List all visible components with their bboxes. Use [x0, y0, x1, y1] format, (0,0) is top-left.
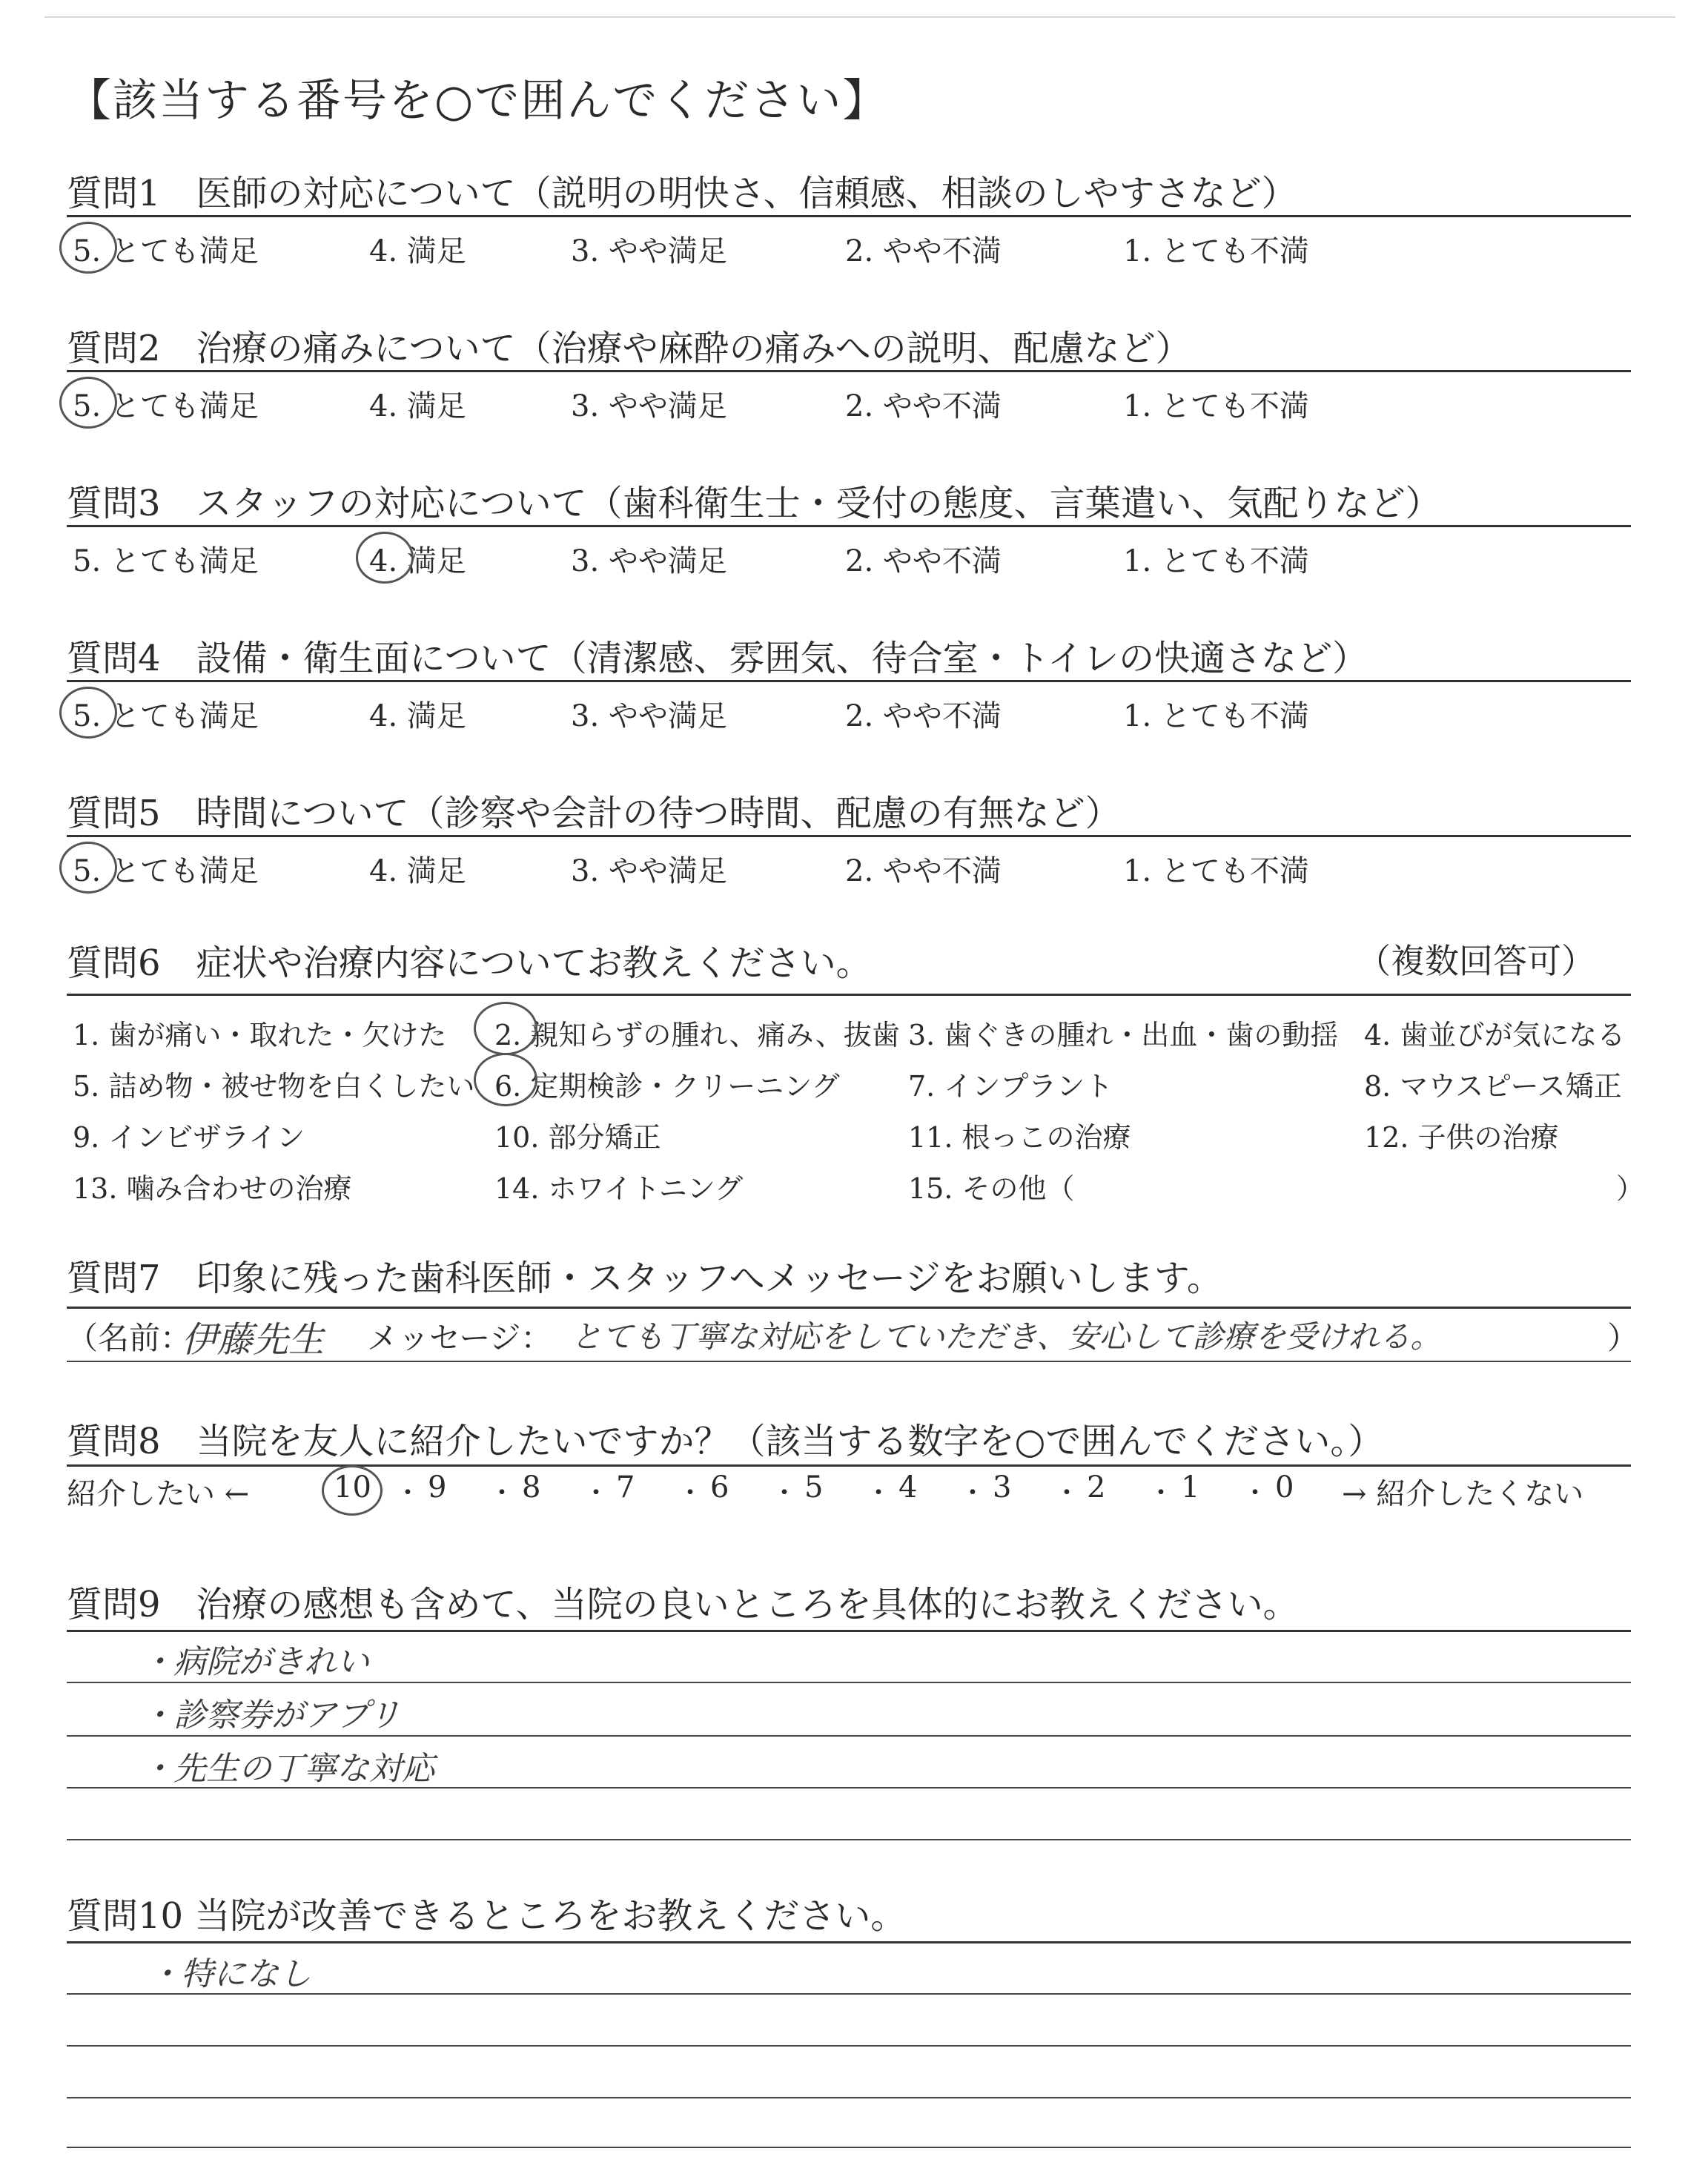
q9-answer-1[interactable]: ・病院がきれい: [141, 1643, 369, 1681]
q5-option-4[interactable]: 4. 満足: [369, 854, 466, 888]
q9-answer-3[interactable]: ・先生の丁寧な対応: [141, 1750, 434, 1788]
q2-option-5[interactable]: 5. とても満足: [73, 389, 259, 423]
q6-option-5[interactable]: 5. 詰め物・被せ物を白くしたい: [73, 1070, 475, 1103]
q4-option-4[interactable]: 4. 満足: [369, 699, 466, 733]
q7-name-value[interactable]: 伊藤先生: [182, 1319, 325, 1361]
q7-rule: [67, 1307, 1631, 1309]
q6-option-2[interactable]: 2. 親知らずの腫れ、痛み、抜歯: [494, 1019, 900, 1051]
q2-label: 質問2 治療の痛みについて（治療や麻酔の痛みへの説明、配慮など）: [67, 328, 1191, 369]
q9-answer-line: [67, 1839, 1631, 1840]
q10-rule: [67, 1941, 1631, 1943]
q4-label: 質問4 設備・衛生面について（清潔感、雰囲気、待合室・トイレの快適さなど）: [67, 638, 1368, 679]
q1-option-2[interactable]: 2. やや不満: [845, 234, 1002, 268]
q6-option-13[interactable]: 13. 噛み合わせの治療: [73, 1172, 352, 1205]
q8-right-label: → 紹介したくない: [1342, 1477, 1584, 1511]
page-top-edge: [44, 16, 1675, 18]
q6-option-9[interactable]: 9. インビザライン: [73, 1121, 305, 1154]
q8-score-0[interactable]: 0: [1275, 1470, 1294, 1505]
q2-option-2[interactable]: 2. やや不満: [845, 389, 1002, 423]
q8-score-8[interactable]: 8: [522, 1470, 541, 1505]
q5-selected-circle: [59, 842, 117, 894]
q4-option-1[interactable]: 1. とても不満: [1123, 699, 1309, 733]
q4-rule: [67, 680, 1631, 682]
q8-left-label: 紹介したい ←: [67, 1477, 250, 1511]
q9-answer-2[interactable]: ・診察券がアプリ: [141, 1697, 401, 1734]
q10-answer-line: [67, 2045, 1631, 2047]
q8-score-7[interactable]: 7: [616, 1470, 635, 1505]
q3-option-2[interactable]: 2. やや不満: [845, 544, 1002, 578]
q2-option-4[interactable]: 4. 満足: [369, 389, 466, 423]
q8-rule: [67, 1464, 1631, 1467]
q4-option-2[interactable]: 2. やや不満: [845, 699, 1002, 733]
q5-rule: [67, 835, 1631, 837]
q2-option-3[interactable]: 3. やや満足: [571, 389, 727, 423]
q6-selected-circle-2: [474, 1002, 537, 1055]
q10-answer-line: [67, 2147, 1631, 2148]
q1-option-4[interactable]: 4. 満足: [369, 234, 466, 268]
q3-option-3[interactable]: 3. やや満足: [571, 544, 727, 578]
q8-separator-dot: ・: [959, 1478, 987, 1508]
q2-selected-circle: [59, 377, 117, 429]
q7-message-prefix: メッセージ：: [367, 1320, 552, 1356]
q8-score-6[interactable]: 6: [710, 1470, 729, 1505]
q8-score-10[interactable]: 10: [334, 1470, 371, 1505]
q8-label: 質問8 当院を友人に紹介したいですか？（該当する数字を○で囲んでください。）: [67, 1421, 1384, 1462]
q8-separator-dot: ・: [865, 1478, 893, 1508]
q1-selected-circle: [59, 222, 117, 274]
q6-option-15[interactable]: 15. その他（: [908, 1172, 1075, 1205]
q5-option-5[interactable]: 5. とても満足: [73, 854, 259, 888]
q8-separator-dot: ・: [489, 1478, 516, 1508]
q8-separator-dot: ・: [1148, 1478, 1175, 1508]
q8-score-1[interactable]: 1: [1181, 1470, 1200, 1505]
q6-option-1[interactable]: 1. 歯が痛い・取れた・欠けた: [73, 1019, 447, 1051]
q8-separator-dot: ・: [1242, 1478, 1269, 1508]
q6-option-6[interactable]: 6. 定期検診・クリーニング: [494, 1070, 840, 1103]
q4-option-3[interactable]: 3. やや満足: [571, 699, 727, 733]
q5-option-2[interactable]: 2. やや不満: [845, 854, 1002, 888]
q8-score-4[interactable]: 4: [898, 1470, 918, 1505]
q3-rule: [67, 525, 1631, 527]
q5-option-1[interactable]: 1. とても不満: [1123, 854, 1309, 888]
q1-option-1[interactable]: 1. とても不満: [1123, 234, 1309, 268]
q10-answer-line: [67, 2097, 1631, 2098]
q6-option-10[interactable]: 10. 部分矯正: [494, 1121, 661, 1154]
q10-label: 質問10 当院が改善できるところをお教えください。: [67, 1895, 907, 1937]
q6-note: （複数回答可）: [1357, 941, 1595, 981]
q8-separator-dot: ・: [677, 1478, 704, 1508]
q1-option-5[interactable]: 5. とても満足: [73, 234, 259, 268]
q6-option-14[interactable]: 14. ホワイトニング: [494, 1172, 744, 1205]
q3-option-5[interactable]: 5. とても満足: [73, 544, 259, 578]
page-title: 【該当する番号を○で囲んでください】: [67, 75, 889, 127]
q8-selected-circle: [322, 1465, 383, 1516]
q5-option-3[interactable]: 3. やや満足: [571, 854, 727, 888]
q8-separator-dot: ・: [771, 1478, 798, 1508]
q1-label: 質問1 医師の対応について（説明の明快さ、信頼感、相談のしやすさなど）: [67, 173, 1297, 214]
q7-name-prefix: （名前：: [67, 1320, 192, 1356]
q8-score-2[interactable]: 2: [1087, 1470, 1106, 1505]
q6-option-11[interactable]: 11. 根っこの治療: [908, 1121, 1131, 1154]
q6-selected-circle-6: [474, 1053, 537, 1106]
q1-rule: [67, 215, 1631, 217]
q7-close-bracket: ）: [1607, 1320, 1639, 1356]
q6-option-3[interactable]: 3. 歯ぐきの腫れ・出血・歯の動揺: [908, 1019, 1339, 1051]
q2-rule: [67, 370, 1631, 372]
q8-score-5[interactable]: 5: [804, 1470, 824, 1505]
q6-option-12[interactable]: 12. 子供の治療: [1364, 1121, 1559, 1154]
q4-selected-circle: [59, 687, 117, 739]
q6-label: 質問6 症状や治療内容についてお教えください。: [67, 942, 872, 984]
q6-option-8[interactable]: 8. マウスピース矯正: [1364, 1070, 1622, 1103]
q7-message-value[interactable]: とても丁寧な対応をしていただき、安心して診療を受けれる。: [571, 1318, 1442, 1355]
q2-option-1[interactable]: 1. とても不満: [1123, 389, 1309, 423]
q3-label: 質問3 スタッフの対応について（歯科衛生士・受付の態度、言葉遣い、気配りなど）: [67, 483, 1441, 524]
q6-rule: [67, 994, 1631, 996]
q4-option-5[interactable]: 5. とても満足: [73, 699, 259, 733]
q7-answer-line: [67, 1361, 1631, 1362]
q5-label: 質問5 時間について（診察や会計の待つ時間、配慮の有無など）: [67, 793, 1121, 834]
q9-rule: [67, 1630, 1631, 1632]
q1-option-3[interactable]: 3. やや満足: [571, 234, 727, 268]
q10-answer-1[interactable]: ・特になし: [148, 1955, 311, 1993]
q6-option-4[interactable]: 4. 歯並びが気になる: [1364, 1019, 1626, 1051]
q7-label: 質問7 印象に残った歯科医師・スタッフへメッセージをお願いします。: [67, 1258, 1222, 1299]
q8-score-9[interactable]: 9: [428, 1470, 447, 1505]
q8-score-3[interactable]: 3: [993, 1470, 1012, 1505]
q9-label: 質問9 治療の感想も含めて、当院の良いところを具体的にお教えください。: [67, 1584, 1299, 1625]
q6-option-7[interactable]: 7. インプラント: [908, 1070, 1113, 1103]
q8-separator-dot: ・: [394, 1478, 422, 1508]
q3-option-1[interactable]: 1. とても不満: [1123, 544, 1309, 578]
q8-separator-dot: ・: [1053, 1478, 1081, 1508]
q8-separator-dot: ・: [583, 1478, 610, 1508]
q3-option-4[interactable]: 4. 満足: [369, 544, 466, 578]
q6-option-16[interactable]: ）: [1616, 1172, 1645, 1205]
q3-selected-circle: [356, 532, 414, 584]
